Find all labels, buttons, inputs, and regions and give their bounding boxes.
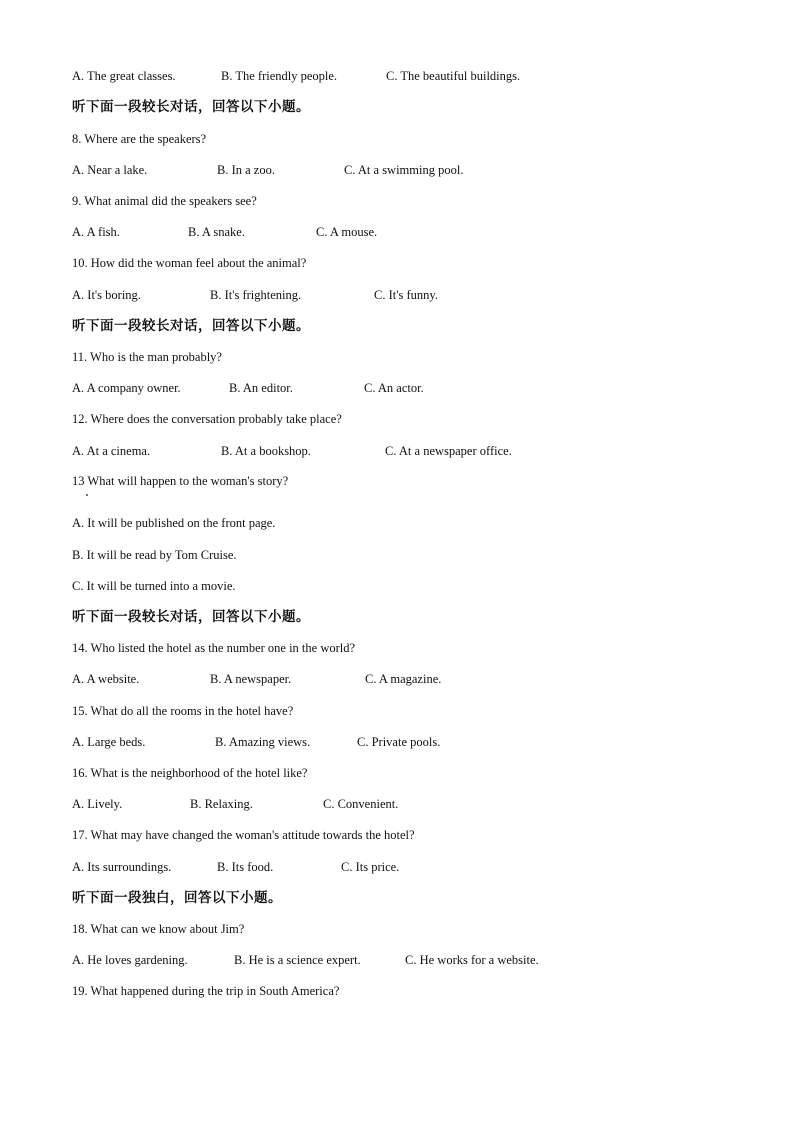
option-b: B. In a zoo.	[217, 163, 275, 177]
section-heading: 听下面一段较长对话，回答以下小题。	[72, 318, 310, 334]
option-a: A. Large beds.	[72, 735, 146, 749]
section-heading: 听下面一段独白，回答以下小题。	[72, 890, 282, 906]
option-b: B. An editor.	[229, 381, 293, 395]
question-13: 13 What will happen to the woman's story?	[72, 474, 289, 488]
option-c: C. A magazine.	[365, 672, 442, 686]
stray-mark	[86, 494, 88, 496]
question-13-option-a: A. It will be published on the front page.	[72, 516, 276, 530]
option-c: C. Private pools.	[357, 735, 441, 749]
question-14: 14. Who listed the hotel as the number one in the world?	[72, 641, 356, 655]
section-heading: 听下面一段较长对话，回答以下小题。	[72, 99, 310, 115]
option-a: A. A company owner.	[72, 381, 181, 395]
question-9: 9. What animal did the speakers see?	[72, 194, 257, 208]
question-17: 17. What may have changed the woman's attitude towards the hotel?	[72, 828, 415, 842]
question-13-option-b: B. It will be read by Tom Cruise.	[72, 548, 237, 562]
section-heading: 听下面一段较长对话，回答以下小题。	[72, 609, 310, 625]
option-b: B. Relaxing.	[190, 797, 253, 811]
option-c: C. At a swimming pool.	[344, 163, 464, 177]
option-c: C. He works for a website.	[405, 953, 539, 967]
question-10: 10. How did the woman feel about the animal?	[72, 256, 307, 270]
option-c: C. At a newspaper office.	[385, 444, 512, 458]
option-b: B. A snake.	[188, 225, 245, 239]
option-b: B. The friendly people.	[221, 69, 338, 83]
option-b: B. Amazing views.	[215, 735, 311, 749]
option-a: A. It's boring.	[72, 288, 141, 302]
question-18: 18. What can we know about Jim?	[72, 922, 245, 936]
option-a: A. A fish.	[72, 225, 120, 239]
option-c: C. An actor.	[364, 381, 424, 395]
option-a: A. The great classes.	[72, 69, 176, 83]
option-b: B. A newspaper.	[210, 672, 292, 686]
option-b: B. He is a science expert.	[234, 953, 361, 967]
question-12: 12. Where does the conversation probably take place?	[72, 412, 342, 426]
option-c: C. Its price.	[341, 860, 400, 874]
option-b: B. At a bookshop.	[221, 444, 311, 458]
question-16: 16. What is the neighborhood of the hotel like?	[72, 766, 308, 780]
question-13-option-c: C. It will be turned into a movie.	[72, 579, 236, 593]
option-a: A. He loves gardening.	[72, 953, 188, 967]
question-11: 11. Who is the man probably?	[72, 350, 222, 364]
option-a: A. Its surroundings.	[72, 860, 172, 874]
option-c: C. It's funny.	[374, 288, 438, 302]
option-a: A. At a cinema.	[72, 444, 151, 458]
question-15: 15. What do all the rooms in the hotel have?	[72, 704, 294, 718]
option-b: B. It's frightening.	[210, 288, 302, 302]
option-a: A. Lively.	[72, 797, 123, 811]
question-19: 19. What happened during the trip in South America?	[72, 984, 340, 998]
option-c: C. Convenient.	[323, 797, 399, 811]
question-8: 8. Where are the speakers?	[72, 132, 207, 146]
option-c: C. The beautiful buildings.	[386, 69, 521, 83]
option-a: A. A website.	[72, 672, 140, 686]
option-a: A. Near a lake.	[72, 163, 148, 177]
option-b: B. Its food.	[217, 860, 274, 874]
option-c: C. A mouse.	[316, 225, 378, 239]
